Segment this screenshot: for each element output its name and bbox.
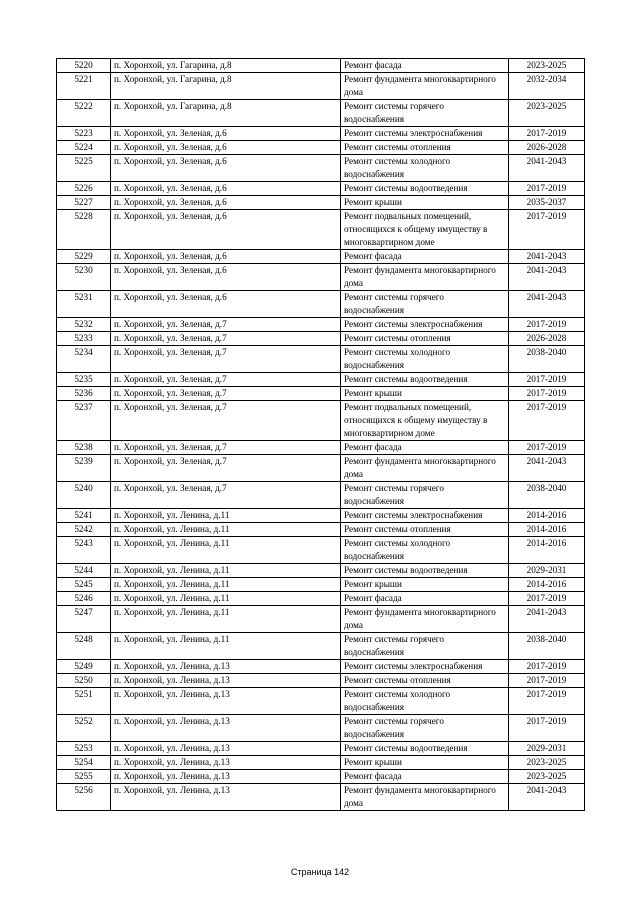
cell-years: 2017-2019 [509, 688, 585, 715]
cell-years: 2017-2019 [509, 210, 585, 250]
cell-work-type: Ремонт системы горячего водоснабжения [341, 633, 509, 660]
cell-work-type: Ремонт системы горячего водоснабжения [341, 482, 509, 509]
cell-work-type: Ремонт системы холодного водоснабжения [341, 155, 509, 182]
cell-work-type: Ремонт фасада [341, 770, 509, 784]
table-row [57, 141, 585, 155]
cell-address: п. Хоронхой, ул. Ленина, д.13 [111, 756, 341, 770]
cell-address: п. Хоронхой, ул. Ленина, д.13 [111, 715, 341, 742]
table-row [57, 537, 585, 564]
cell-address: п. Хоронхой, ул. Зеленая, д.6 [111, 127, 341, 141]
cell-address: п. Хоронхой, ул. Ленина, д.11 [111, 564, 341, 578]
works-table-body [57, 59, 585, 811]
cell-address: п. Хоронхой, ул. Зеленая, д.6 [111, 250, 341, 264]
cell-address: п. Хоронхой, ул. Ленина, д.11 [111, 592, 341, 606]
cell-number: 5250 [57, 674, 111, 688]
cell-number: 5234 [57, 346, 111, 373]
cell-work-type: Ремонт фундамента многоквартирного дома [341, 606, 509, 633]
cell-years: 2029-2031 [509, 564, 585, 578]
cell-years: 2038-2040 [509, 633, 585, 660]
cell-address: п. Хоронхой, ул. Зеленая, д.7 [111, 332, 341, 346]
cell-years: 2017-2019 [509, 660, 585, 674]
cell-number: 5244 [57, 564, 111, 578]
page-number: Страница 142 [290, 867, 350, 877]
cell-number: 5239 [57, 455, 111, 482]
table-row [57, 59, 585, 73]
table-row [57, 100, 585, 127]
cell-work-type: Ремонт системы холодного водоснабжения [341, 537, 509, 564]
cell-work-type: Ремонт системы горячего водоснабжения [341, 715, 509, 742]
cell-number: 5242 [57, 523, 111, 537]
cell-address: п. Хоронхой, ул. Зеленая, д.7 [111, 482, 341, 509]
cell-address: п. Хоронхой, ул. Гагарина, д.8 [111, 100, 341, 127]
cell-number: 5247 [57, 606, 111, 633]
cell-address: п. Хоронхой, ул. Ленина, д.13 [111, 660, 341, 674]
cell-years: 2023-2025 [509, 770, 585, 784]
table-row [57, 592, 585, 606]
cell-work-type: Ремонт крыши [341, 578, 509, 592]
cell-number: 5238 [57, 441, 111, 455]
table-row [57, 455, 585, 482]
table-row [57, 210, 585, 250]
cell-years: 2017-2019 [509, 182, 585, 196]
cell-years: 2041-2043 [509, 264, 585, 291]
table-row [57, 264, 585, 291]
cell-address: п. Хоронхой, ул. Зеленая, д.6 [111, 196, 341, 210]
cell-address: п. Хоронхой, ул. Ленина, д.13 [111, 742, 341, 756]
cell-years: 2041-2043 [509, 455, 585, 482]
table-row [57, 784, 585, 811]
cell-work-type: Ремонт фундамента многоквартирного дома [341, 784, 509, 811]
cell-years: 2038-2040 [509, 346, 585, 373]
cell-number: 5240 [57, 482, 111, 509]
table-row [57, 715, 585, 742]
cell-years: 2023-2025 [509, 756, 585, 770]
table-row [57, 688, 585, 715]
table-row [57, 633, 585, 660]
cell-number: 5253 [57, 742, 111, 756]
cell-address: п. Хоронхой, ул. Зеленая, д.6 [111, 155, 341, 182]
cell-number: 5248 [57, 633, 111, 660]
cell-number: 5241 [57, 509, 111, 523]
table-row [57, 770, 585, 784]
cell-work-type: Ремонт крыши [341, 756, 509, 770]
cell-number: 5243 [57, 537, 111, 564]
cell-work-type: Ремонт системы водоотведения [341, 373, 509, 387]
table-row [57, 373, 585, 387]
cell-address: п. Хоронхой, ул. Зеленая, д.6 [111, 210, 341, 250]
table-row [57, 250, 585, 264]
cell-number: 5223 [57, 127, 111, 141]
table-row [57, 742, 585, 756]
cell-number: 5229 [57, 250, 111, 264]
cell-number: 5225 [57, 155, 111, 182]
cell-years: 2038-2040 [509, 482, 585, 509]
works-table [56, 58, 585, 811]
table-row [57, 578, 585, 592]
cell-years: 2017-2019 [509, 592, 585, 606]
cell-number: 5236 [57, 387, 111, 401]
cell-number: 5227 [57, 196, 111, 210]
cell-work-type: Ремонт системы отопления [341, 523, 509, 537]
cell-years: 2014-2016 [509, 578, 585, 592]
cell-number: 5228 [57, 210, 111, 250]
cell-number: 5233 [57, 332, 111, 346]
cell-work-type: Ремонт подвальных помещений, относящихся к общему имуществу в многоквартирном доме [341, 401, 509, 441]
cell-years: 2017-2019 [509, 387, 585, 401]
cell-years: 2035-2037 [509, 196, 585, 210]
cell-years: 2014-2016 [509, 523, 585, 537]
cell-work-type: Ремонт системы электроснабжения [341, 509, 509, 523]
cell-address: п. Хоронхой, ул. Ленина, д.13 [111, 770, 341, 784]
cell-work-type: Ремонт фундамента многоквартирного дома [341, 264, 509, 291]
cell-work-type: Ремонт системы отопления [341, 332, 509, 346]
cell-number: 5224 [57, 141, 111, 155]
cell-work-type: Ремонт фундамента многоквартирного дома [341, 455, 509, 482]
cell-number: 5254 [57, 756, 111, 770]
table-row [57, 387, 585, 401]
cell-work-type: Ремонт системы горячего водоснабжения [341, 291, 509, 318]
cell-years: 2017-2019 [509, 318, 585, 332]
cell-address: п. Хоронхой, ул. Ленина, д.13 [111, 784, 341, 811]
table-row [57, 523, 585, 537]
table-row [57, 674, 585, 688]
cell-years: 2017-2019 [509, 674, 585, 688]
table-row [57, 318, 585, 332]
table-row [57, 756, 585, 770]
cell-number: 5246 [57, 592, 111, 606]
table-row [57, 441, 585, 455]
cell-years: 2017-2019 [509, 441, 585, 455]
cell-work-type: Ремонт системы горячего водоснабжения [341, 100, 509, 127]
cell-address: п. Хоронхой, ул. Гагарина, д.8 [111, 59, 341, 73]
cell-years: 2041-2043 [509, 291, 585, 318]
cell-address: п. Хоронхой, ул. Ленина, д.11 [111, 523, 341, 537]
cell-number: 5237 [57, 401, 111, 441]
cell-address: п. Хоронхой, ул. Зеленая, д.7 [111, 441, 341, 455]
cell-address: п. Хоронхой, ул. Зеленая, д.7 [111, 373, 341, 387]
table-row [57, 660, 585, 674]
cell-work-type: Ремонт подвальных помещений, относящихся к общему имуществу в многоквартирном доме [341, 210, 509, 250]
table-row [57, 346, 585, 373]
cell-number: 5256 [57, 784, 111, 811]
cell-work-type: Ремонт системы водоотведения [341, 182, 509, 196]
cell-address: п. Хоронхой, ул. Зеленая, д.7 [111, 387, 341, 401]
cell-number: 5252 [57, 715, 111, 742]
cell-number: 5221 [57, 73, 111, 100]
cell-years: 2041-2043 [509, 606, 585, 633]
cell-address: п. Хоронхой, ул. Ленина, д.11 [111, 633, 341, 660]
cell-address: п. Хоронхой, ул. Зеленая, д.6 [111, 291, 341, 318]
cell-work-type: Ремонт фасада [341, 592, 509, 606]
cell-address: п. Хоронхой, ул. Зеленая, д.6 [111, 264, 341, 291]
cell-years: 2014-2016 [509, 509, 585, 523]
cell-work-type: Ремонт фасада [341, 441, 509, 455]
cell-years: 2017-2019 [509, 715, 585, 742]
table-row [57, 73, 585, 100]
table-row [57, 182, 585, 196]
cell-number: 5251 [57, 688, 111, 715]
cell-years: 2017-2019 [509, 127, 585, 141]
cell-number: 5235 [57, 373, 111, 387]
cell-address: п. Хоронхой, ул. Ленина, д.11 [111, 509, 341, 523]
cell-number: 5255 [57, 770, 111, 784]
table-row [57, 482, 585, 509]
cell-address: п. Хоронхой, ул. Зеленая, д.7 [111, 318, 341, 332]
table-row [57, 332, 585, 346]
cell-address: п. Хоронхой, ул. Ленина, д.13 [111, 674, 341, 688]
cell-address: п. Хоронхой, ул. Зеленая, д.6 [111, 141, 341, 155]
cell-address: п. Хоронхой, ул. Ленина, д.11 [111, 578, 341, 592]
cell-number: 5230 [57, 264, 111, 291]
cell-address: п. Хоронхой, ул. Зеленая, д.7 [111, 401, 341, 441]
cell-work-type: Ремонт системы электроснабжения [341, 127, 509, 141]
cell-years: 2026-2028 [509, 332, 585, 346]
table-row [57, 564, 585, 578]
cell-address: п. Хоронхой, ул. Гагарина, д.8 [111, 73, 341, 100]
cell-work-type: Ремонт системы электроснабжения [341, 660, 509, 674]
cell-work-type: Ремонт системы электроснабжения [341, 318, 509, 332]
cell-years: 2029-2031 [509, 742, 585, 756]
table-row [57, 127, 585, 141]
cell-years: 2017-2019 [509, 401, 585, 441]
cell-address: п. Хоронхой, ул. Ленина, д.11 [111, 537, 341, 564]
cell-work-type: Ремонт системы водоотведения [341, 564, 509, 578]
cell-years: 2041-2043 [509, 155, 585, 182]
cell-work-type: Ремонт системы холодного водоснабжения [341, 346, 509, 373]
cell-work-type: Ремонт системы отопления [341, 674, 509, 688]
cell-address: п. Хоронхой, ул. Зеленая, д.7 [111, 346, 341, 373]
cell-number: 5249 [57, 660, 111, 674]
cell-years: 2023-2025 [509, 100, 585, 127]
cell-years: 2026-2028 [509, 141, 585, 155]
cell-work-type: Ремонт фундамента многоквартирного дома [341, 73, 509, 100]
cell-number: 5232 [57, 318, 111, 332]
cell-years: 2017-2019 [509, 373, 585, 387]
table-row [57, 509, 585, 523]
cell-work-type: Ремонт системы отопления [341, 141, 509, 155]
cell-years: 2014-2016 [509, 537, 585, 564]
cell-work-type: Ремонт крыши [341, 196, 509, 210]
cell-work-type: Ремонт системы холодного водоснабжения [341, 688, 509, 715]
cell-number: 5220 [57, 59, 111, 73]
cell-years: 2041-2043 [509, 250, 585, 264]
table-row [57, 196, 585, 210]
cell-work-type: Ремонт фасада [341, 250, 509, 264]
cell-years: 2041-2043 [509, 784, 585, 811]
table-row [57, 155, 585, 182]
cell-address: п. Хоронхой, ул. Зеленая, д.7 [111, 455, 341, 482]
cell-number: 5222 [57, 100, 111, 127]
cell-years: 2032-2034 [509, 73, 585, 100]
cell-work-type: Ремонт крыши [341, 387, 509, 401]
cell-address: п. Хоронхой, ул. Ленина, д.11 [111, 606, 341, 633]
cell-work-type: Ремонт фасада [341, 59, 509, 73]
cell-years: 2023-2025 [509, 59, 585, 73]
cell-number: 5231 [57, 291, 111, 318]
table-row [57, 606, 585, 633]
table-row [57, 291, 585, 318]
cell-number: 5245 [57, 578, 111, 592]
cell-work-type: Ремонт системы водоотведения [341, 742, 509, 756]
cell-address: п. Хоронхой, ул. Зеленая, д.6 [111, 182, 341, 196]
cell-number: 5226 [57, 182, 111, 196]
table-row [57, 401, 585, 441]
cell-address: п. Хоронхой, ул. Ленина, д.13 [111, 688, 341, 715]
